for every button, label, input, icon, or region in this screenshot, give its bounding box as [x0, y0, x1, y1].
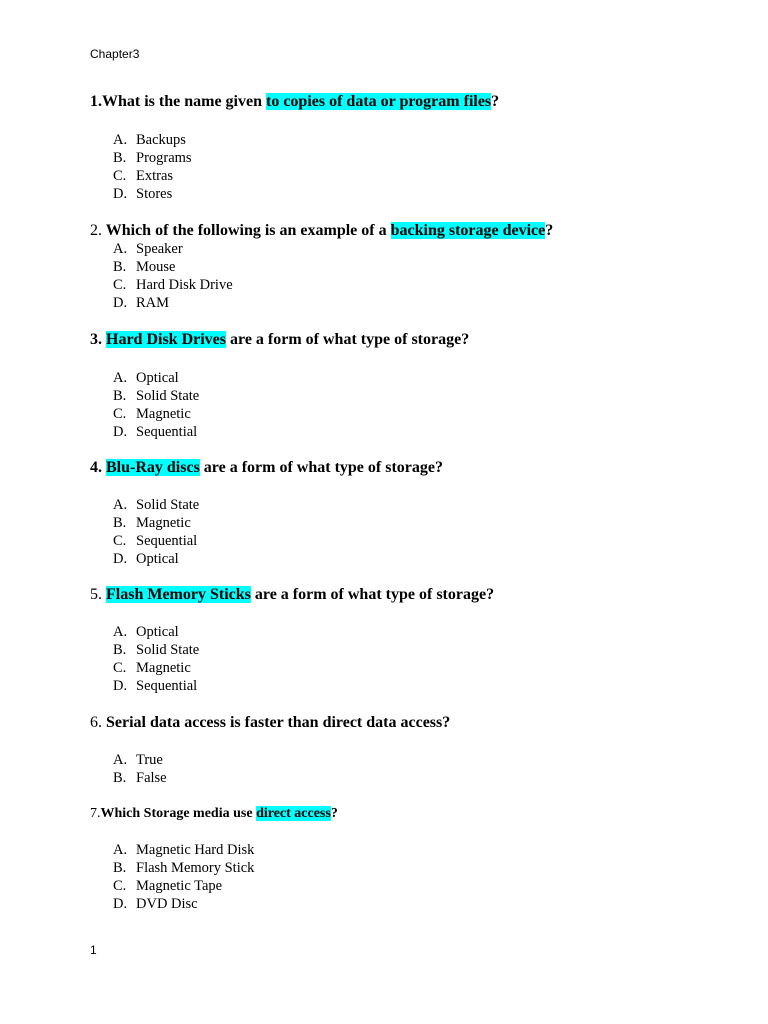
- option-letter: C.: [113, 660, 127, 676]
- option-letter: A.: [113, 624, 128, 640]
- option-text: Optical: [136, 370, 179, 386]
- question-text: Serial data access is faster than direct data access?: [106, 714, 451, 731]
- option-item: [113, 131, 192, 149]
- question-7: [90, 804, 338, 824]
- question-text: Which of the following is an example of a: [105, 222, 391, 239]
- option-text: Optical: [136, 624, 179, 640]
- question-text-end: are a form of what type of storage?: [199, 459, 443, 476]
- question-4: [90, 458, 443, 478]
- options-list-6: [113, 751, 167, 787]
- question-6: [90, 713, 450, 733]
- option-text: Backups: [136, 132, 186, 148]
- highlighted-text: backing storage device: [390, 222, 546, 239]
- option-text: Programs: [136, 150, 192, 166]
- option-item: [113, 496, 199, 514]
- option-item: [113, 677, 199, 695]
- highlighted-text: direct access: [256, 806, 331, 821]
- option-text: Magnetic Tape: [136, 878, 223, 894]
- option-text: Magnetic: [136, 406, 191, 422]
- option-item: [113, 641, 199, 659]
- option-item: [113, 387, 199, 405]
- option-item: [113, 276, 233, 294]
- option-item: [113, 423, 199, 441]
- options-list-2: [113, 240, 233, 312]
- option-text: Magnetic Hard Disk: [136, 842, 255, 858]
- option-text: RAM: [136, 295, 170, 311]
- option-letter: A.: [113, 370, 128, 386]
- question-text-end: are a form of what type of storage?: [226, 331, 470, 348]
- option-letter: B.: [113, 515, 127, 531]
- page-number: 1: [90, 943, 97, 957]
- options-list-5: [113, 623, 199, 695]
- option-text: Sequential: [136, 533, 198, 549]
- option-letter: A.: [113, 132, 128, 148]
- option-letter: D.: [113, 678, 128, 694]
- options-list-4: [113, 496, 199, 568]
- question-text-end: ?: [545, 222, 554, 239]
- option-text: Hard Disk Drive: [136, 277, 233, 293]
- page-header: Chapter3: [90, 47, 140, 61]
- highlighted-text: Blu-Ray discs: [106, 459, 200, 476]
- option-item: [113, 532, 199, 550]
- option-item: [113, 185, 192, 203]
- question-number: 7.: [90, 806, 101, 821]
- option-letter: D.: [113, 551, 128, 567]
- option-letter: B.: [113, 770, 127, 786]
- option-letter: D.: [113, 295, 128, 311]
- option-item: [113, 167, 192, 185]
- option-item: [113, 149, 192, 167]
- option-letter: D.: [113, 896, 128, 912]
- option-item: [113, 240, 233, 258]
- question-2: [90, 221, 553, 241]
- option-item: [113, 294, 233, 312]
- option-letter: A.: [113, 752, 128, 768]
- option-item: [113, 369, 199, 387]
- option-text: Mouse: [136, 259, 176, 275]
- question-number: 2.: [90, 222, 102, 239]
- question-number: 3.: [90, 331, 102, 348]
- option-letter: C.: [113, 406, 127, 422]
- question-5: [90, 585, 494, 605]
- option-item: [113, 859, 254, 877]
- option-item: [113, 623, 199, 641]
- question-text-end: ?: [330, 806, 338, 821]
- option-text: Solid State: [136, 642, 200, 658]
- option-text: Flash Memory Stick: [136, 860, 255, 876]
- question-1: [90, 92, 499, 112]
- option-item: [113, 514, 199, 532]
- highlighted-text: Flash Memory Sticks: [106, 586, 251, 603]
- option-text: Speaker: [136, 241, 183, 257]
- option-letter: D.: [113, 186, 128, 202]
- option-letter: A.: [113, 241, 128, 257]
- option-item: [113, 877, 254, 895]
- option-letter: B.: [113, 259, 127, 275]
- option-letter: B.: [113, 642, 127, 658]
- question-number: 5.: [90, 586, 102, 603]
- option-text: Sequential: [136, 678, 198, 694]
- options-list-1: [113, 131, 192, 203]
- option-text: False: [136, 770, 167, 786]
- option-letter: D.: [113, 424, 128, 440]
- question-text: Which Storage media use: [100, 806, 257, 821]
- question-text-end: are a form of what type of storage?: [250, 586, 495, 603]
- highlighted-text: to copies of data or program files: [266, 93, 492, 110]
- option-letter: B.: [113, 388, 127, 404]
- question-number: 4.: [90, 459, 102, 476]
- question-number: 1.: [90, 93, 102, 110]
- option-letter: C.: [113, 878, 127, 894]
- option-text: True: [136, 752, 163, 768]
- option-item: [113, 769, 167, 787]
- option-item: [113, 405, 199, 423]
- question-3: [90, 330, 469, 350]
- option-text: Stores: [136, 186, 173, 202]
- option-item: [113, 258, 233, 276]
- highlighted-text: Hard Disk Drives: [106, 331, 226, 348]
- question-text-end: ?: [491, 93, 500, 110]
- options-list-7: [113, 841, 254, 913]
- option-item: [113, 550, 199, 568]
- option-item: [113, 751, 167, 769]
- option-text: Solid State: [136, 388, 200, 404]
- option-text: Solid State: [136, 497, 200, 513]
- option-text: Extras: [136, 168, 174, 184]
- option-item: [113, 895, 254, 913]
- option-text: Magnetic: [136, 660, 191, 676]
- option-letter: C.: [113, 168, 127, 184]
- option-letter: C.: [113, 277, 127, 293]
- option-letter: A.: [113, 497, 128, 513]
- option-item: [113, 841, 254, 859]
- option-text: Sequential: [136, 424, 198, 440]
- option-letter: A.: [113, 842, 128, 858]
- question-number: 6.: [90, 714, 102, 731]
- option-text: Magnetic: [136, 515, 191, 531]
- option-letter: C.: [113, 533, 127, 549]
- option-letter: B.: [113, 150, 127, 166]
- question-text: What is the name given: [102, 93, 266, 110]
- option-letter: B.: [113, 860, 127, 876]
- options-list-3: [113, 369, 199, 441]
- option-item: [113, 659, 199, 677]
- option-text: Optical: [136, 551, 179, 567]
- option-text: DVD Disc: [136, 896, 198, 912]
